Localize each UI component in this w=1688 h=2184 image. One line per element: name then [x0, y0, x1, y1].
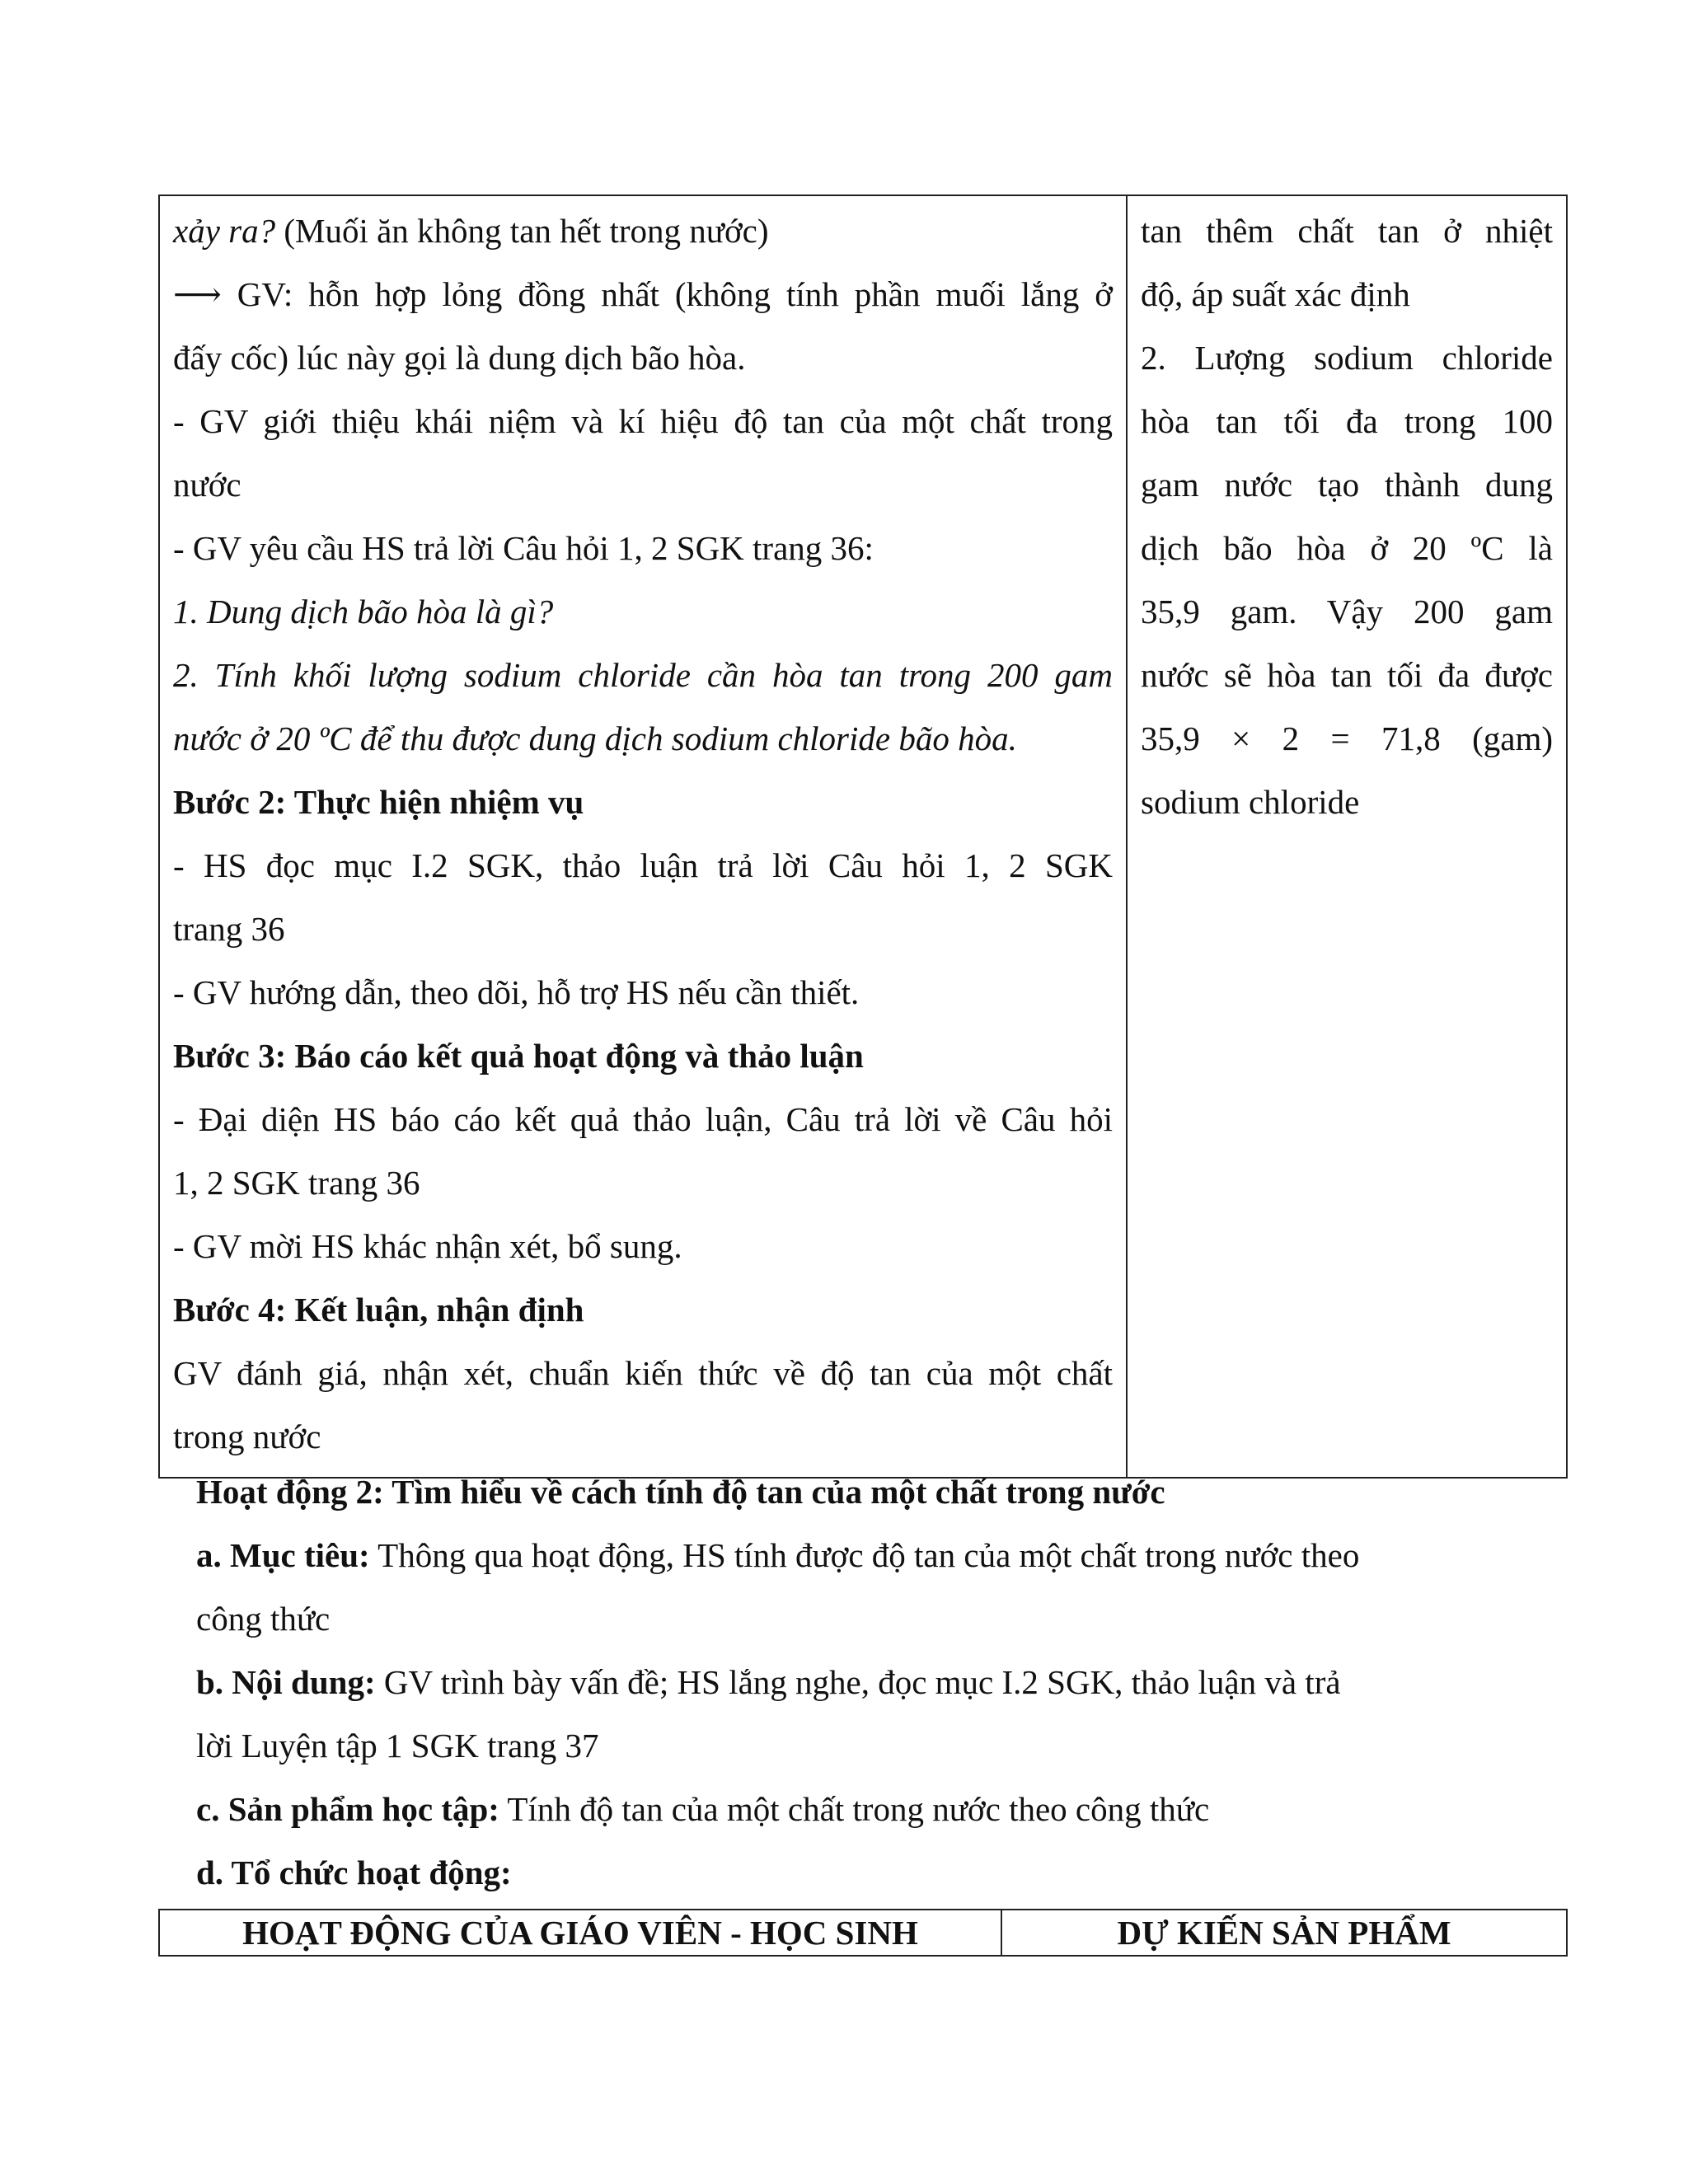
italic-fragment: xảy ra?	[173, 212, 276, 250]
answer-line: 2. Lượng sodium chloride	[1141, 339, 1553, 377]
objective-label: a. Mục tiêu:	[196, 1536, 370, 1574]
question-1: 1. Dung dịch bão hòa là gì?	[173, 593, 554, 630]
table-line: GV đánh giá, nhận xét, chuẩn kiến thức về độ tan của một chất	[173, 1354, 1113, 1392]
answer-line: độ, áp suất xác định	[1141, 275, 1410, 313]
question-2-line-1: 2. Tính khối lượng sodium chloride cần hòa tan trong 200 gam	[173, 656, 1113, 694]
table-line: - GV giới thiệu khái niệm và kí hiệu độ tan của một chất trong	[173, 402, 1113, 440]
header-teacher-student-activities: HOẠT ĐỘNG CỦA GIÁO VIÊN - HỌC SINH	[159, 1910, 1001, 1956]
product-label: c. Sản phẩm học tập:	[196, 1790, 499, 1828]
content-text: GV trình bày vấn đề; HS lắng nghe, đọc mục I.2 SGK, thảo luận và trả	[375, 1663, 1341, 1701]
objective-line	[196, 1524, 1482, 1587]
answer-line: 35,9 × 2 = 71,8 (gam)	[1141, 719, 1553, 757]
table-line	[173, 199, 1113, 263]
expected-product-cell	[1127, 195, 1567, 1478]
product-line	[196, 1778, 1482, 1841]
answer-line: hòa tan tối đa trong 100	[1141, 402, 1553, 440]
table-line: 1, 2 SGK trang 36	[173, 1164, 420, 1202]
table-line: - Đại diện HS báo cáo kết quả thảo luận, Câu trả lời về Câu hỏi	[173, 1100, 1113, 1138]
table-line: - GV hướng dẫn, theo dõi, hỗ trợ HS nếu cần thiết.	[173, 973, 860, 1011]
product-text: Tính độ tan của một chất trong nước theo công thức	[499, 1790, 1210, 1828]
objective-text: Thông qua hoạt động, HS tính được độ tan của một chất trong nước theo	[369, 1536, 1360, 1574]
question-2-line-2: nước ở 20 ºC để thu được dung dịch sodium chloride bão hòa.	[173, 719, 1017, 757]
text-fragment: (Muối ăn không tan hết trong nước)	[275, 212, 769, 250]
table-line: nước	[173, 466, 241, 504]
table-line: đấy cốc) lúc này gọi là dung dịch bão hòa.	[173, 339, 746, 377]
activity-2-section	[196, 1460, 1482, 1905]
table-line: - GV yêu cầu HS trả lời Câu hỏi 1, 2 SGK trang 36:	[173, 529, 874, 567]
step-4-heading: Bước 4: Kết luận, nhận định	[173, 1291, 584, 1329]
objective-line-2: công thức	[196, 1600, 331, 1638]
answer-line: dịch bão hòa ở 20 ºC là	[1141, 529, 1553, 567]
answer-line: 35,9 gam. Vậy 200 gam	[1141, 593, 1553, 630]
step-3-heading: Bước 3: Báo cáo kết quả hoạt động và thảo luận	[173, 1037, 864, 1075]
content-line-2: lời Luyện tập 1 SGK trang 37	[196, 1727, 599, 1765]
content-line	[196, 1651, 1482, 1714]
table-line: trong nước	[173, 1418, 321, 1455]
answer-line: gam nước tạo thành dung	[1141, 466, 1553, 504]
answer-line: tan thêm chất tan ở nhiệt	[1141, 212, 1553, 250]
answer-line: nước sẽ hòa tan tối đa được	[1141, 656, 1553, 694]
step-2-heading: Bước 2: Thực hiện nhiệm vụ	[173, 783, 584, 821]
table-line: - GV mời HS khác nhận xét, bổ sung.	[173, 1227, 682, 1265]
teacher-student-activities-cell	[159, 195, 1127, 1478]
content-label: b. Nội dung:	[196, 1663, 376, 1701]
activity-table-continued	[158, 194, 1568, 1479]
table-line: ⟶ GV: hỗn hợp lỏng đồng nhất (không tính phần muối lắng ở	[173, 275, 1113, 313]
table-line: trang 36	[173, 910, 285, 948]
table-line: - HS đọc mục I.2 SGK, thảo luận trả lời Câu hỏi 1, 2 SGK	[173, 846, 1113, 884]
organization-label: d. Tổ chức hoạt động:	[196, 1854, 512, 1891]
activity-2-heading: Hoạt động 2: Tìm hiểu về cách tính độ tan của một chất trong nước	[196, 1473, 1165, 1511]
header-expected-product: DỰ KIẾN SẢN PHẨM	[1001, 1910, 1567, 1956]
answer-line: sodium chloride	[1141, 783, 1360, 821]
activity-2-table-header	[158, 1909, 1568, 1957]
